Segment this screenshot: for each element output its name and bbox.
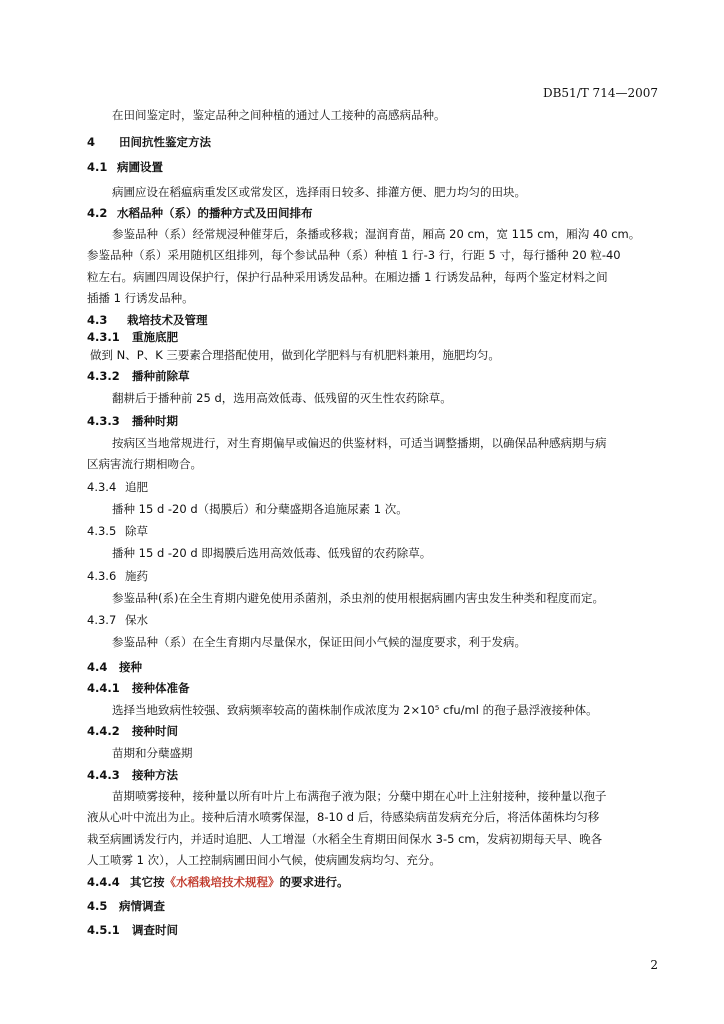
paragraph: 苗期和分蘖盛期 bbox=[112, 746, 193, 760]
heading-title: 重施底肥 bbox=[132, 329, 178, 344]
heading-4-4 bbox=[87, 660, 657, 675]
text-line: 液从心叶中流出为止。接种后清水喷雾保湿，8-10 d 后，待感染病苗发病充分后，将活体菌株均匀移 bbox=[87, 810, 600, 824]
heading-title: 水稻品种（系）的播种方式及田间排布 bbox=[117, 205, 313, 220]
heading-number: 4.3.2 bbox=[87, 369, 120, 383]
heading-title: 播种前除草 bbox=[132, 369, 190, 383]
heading-title: 接种时间 bbox=[132, 724, 178, 738]
heading-number: 4.5.1 bbox=[87, 922, 120, 937]
heading-number: 4.2 bbox=[87, 205, 108, 220]
text-line: 插播 1 行诱发品种。 bbox=[87, 291, 194, 305]
heading-number: 4.5 bbox=[87, 898, 108, 913]
heading-number: 4.4.4 bbox=[87, 874, 120, 889]
heading-title-pre: 其它按 bbox=[130, 874, 165, 889]
paragraph: 病圃应设在稻瘟病重发区或常发区，选择雨日较多、排灌方便、肥力均匀的田块。 bbox=[112, 185, 526, 199]
heading-number: 4.4.2 bbox=[87, 724, 120, 738]
heading-number: 4.1 bbox=[87, 160, 108, 174]
page-number: 2 bbox=[650, 958, 658, 972]
paragraph bbox=[87, 433, 657, 476]
text-line: 参鉴品种（系）采用随机区组排列，每个参试品种（系）种植 1 行-3 行，行距 5 寸，每行播种 20 粒-40 bbox=[87, 248, 621, 262]
text-line: 参鉴品种（系）经常规浸种催芽后，条播或移栽；湿润育苗，厢高 20 cm，宽 115 cm，厢沟 40 cm。 bbox=[112, 226, 641, 241]
doc-id-header: DB51/T 714—2007 bbox=[542, 86, 658, 100]
heading-title: 接种体准备 bbox=[132, 680, 190, 695]
heading-4-5 bbox=[87, 899, 657, 914]
heading-title: 施药 bbox=[125, 568, 148, 583]
text-line: 按病区当地常规进行，对生育期偏早或偏迟的供鉴材料，可适当调整播期，以确保品种感病期与病 bbox=[112, 435, 607, 450]
heading-title: 保水 bbox=[125, 613, 148, 627]
paragraph: 播种 15 d -20 d 即揭膜后选用高效低毒、低残留的农药除草。 bbox=[112, 546, 432, 560]
heading-title: 接种 bbox=[119, 659, 142, 674]
text-line: 栽至病圃诱发行内，并适时追肥、人工增湿（水稻全生育期田间保水 3-5 cm，发病初期每天早、晚各 bbox=[87, 831, 603, 846]
paragraph: 做到 N、P、K 三要素合理搭配使用，做到化学肥料与有机肥料兼用，施肥均匀。 bbox=[90, 347, 500, 362]
heading-title: 栽培技术及管理 bbox=[127, 312, 208, 327]
paragraph: 参鉴品种（系）在全生育期内尽量保水，保证田间小气候的湿度要求，利于发病。 bbox=[112, 635, 526, 649]
heading-4-5-1 bbox=[87, 923, 657, 938]
heading-title: 除草 bbox=[125, 524, 148, 538]
heading-number: 4.3 bbox=[87, 312, 108, 327]
heading-4-4-4 bbox=[87, 875, 657, 890]
heading-number: 4.3.5 bbox=[87, 524, 117, 538]
text-line: 粒左右。病圃四周设保护行，保护行品种采用诱发品种。在厢边播 1 行诱发品种，每两个鉴定材料之间 bbox=[87, 269, 608, 284]
heading-number: 4.3.7 bbox=[87, 613, 117, 627]
heading-number: 4.3.3 bbox=[87, 413, 120, 428]
text-line: 苗期喷雾接种，接种量以所有叶片上布满孢子液为限；分蘖中期在心叶上注射接种，接种量以孢子 bbox=[112, 788, 607, 803]
heading-title: 病圃设置 bbox=[117, 160, 163, 174]
heading-number: 4.3.6 bbox=[87, 568, 117, 583]
heading-title: 调查时间 bbox=[132, 922, 178, 937]
heading-number: 4 bbox=[87, 135, 96, 149]
heading-title: 病情调查 bbox=[119, 898, 165, 913]
text-line: 区病害流行期相吻合。 bbox=[87, 457, 202, 471]
heading-4-4-3 bbox=[87, 768, 657, 783]
heading-title-post: 的要求进行。 bbox=[279, 874, 349, 889]
paragraph: 选择当地致病性较强、致病频率较高的菌株制作成浓度为 2×10⁵ cfu/ml 的孢子悬浮液接种体。 bbox=[112, 702, 598, 717]
text-line: 人工喷雾 1 次），人工控制病圃田间小气候，使病圃发病均匀、充分。 bbox=[87, 853, 441, 867]
heading-4-2 bbox=[87, 206, 657, 221]
heading-number: 4.3.4 bbox=[87, 479, 117, 494]
heading-4-3 bbox=[87, 313, 657, 328]
heading-4-3-5 bbox=[87, 524, 657, 539]
intro-paragraph: 在田间鉴定时，鉴定品种之间种植的通过人工接种的高感病品种。 bbox=[112, 108, 446, 122]
paragraph: 翻耕后于播种前 25 d，选用高效低毒、低残留的灭生性农药除草。 bbox=[112, 391, 452, 405]
heading-4-3-2 bbox=[87, 369, 657, 384]
heading-title: 追肥 bbox=[125, 479, 148, 494]
heading-4-3-1 bbox=[87, 330, 657, 345]
heading-4 bbox=[87, 135, 657, 150]
heading-number: 4.3.1 bbox=[87, 329, 120, 344]
heading-4-3-7 bbox=[87, 613, 657, 628]
heading-number: 4.4 bbox=[87, 659, 108, 674]
heading-4-4-1 bbox=[87, 681, 657, 696]
heading-4-3-4 bbox=[87, 480, 657, 495]
heading-4-3-6 bbox=[87, 569, 657, 584]
standard-reference-link[interactable]: 《水稻栽培技术规程》 bbox=[164, 874, 280, 889]
heading-title: 接种方法 bbox=[132, 767, 178, 782]
heading-number: 4.4.3 bbox=[87, 767, 120, 782]
heading-title: 田间抗性鉴定方法 bbox=[119, 135, 211, 149]
paragraph bbox=[87, 224, 657, 310]
paragraph: 播种 15 d -20 d（揭膜后）和分蘖盛期各追施尿素 1 次。 bbox=[112, 501, 408, 516]
heading-4-3-3 bbox=[87, 414, 657, 429]
heading-4-1 bbox=[87, 160, 657, 175]
heading-number: 4.4.1 bbox=[87, 680, 120, 695]
heading-4-4-2 bbox=[87, 724, 657, 739]
heading-title: 播种时期 bbox=[132, 413, 178, 428]
paragraph: 参鉴品种(系)在全生育期内避免使用杀菌剂，杀虫剂的使用根据病圃内害虫发生种类和程度而定。 bbox=[112, 590, 604, 605]
document-body bbox=[87, 106, 657, 938]
paragraph bbox=[87, 786, 657, 872]
